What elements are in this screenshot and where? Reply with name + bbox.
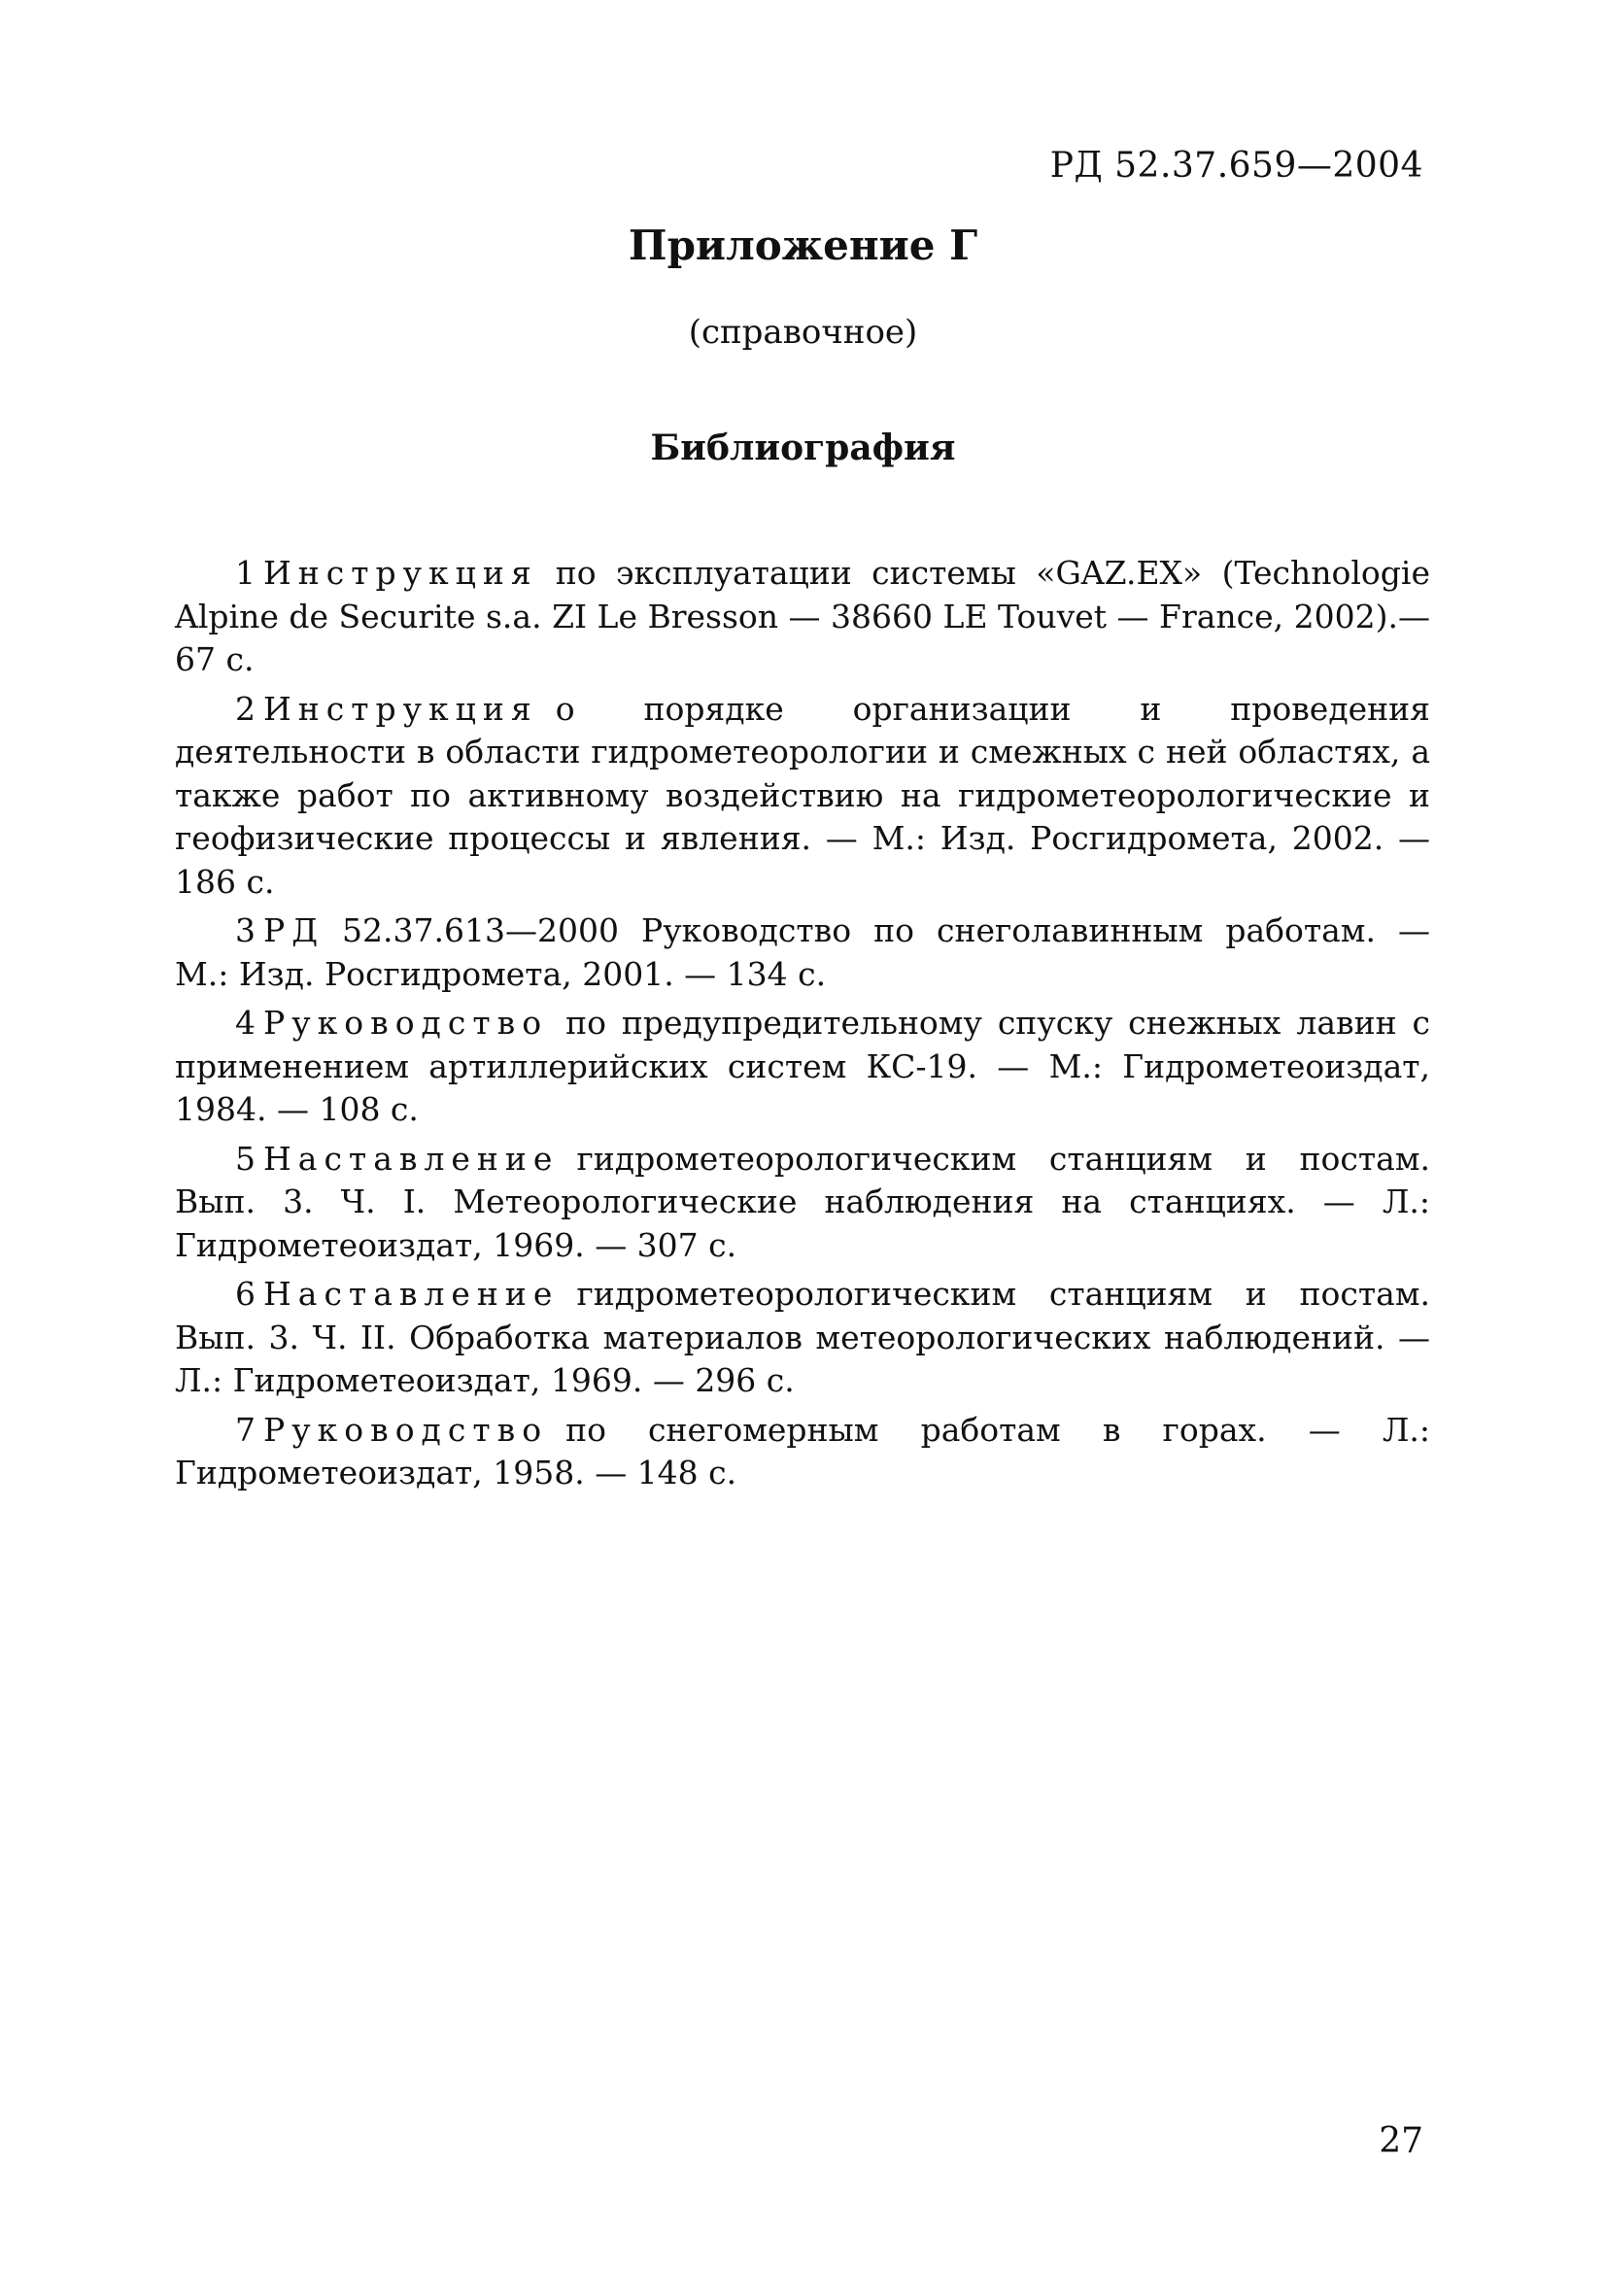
entry-text: по эксплуатации системы «GAZ.EX» (Technologie Alpine de Securite s.a. ZI Le Bresson — 38660 LE Touvet — France, 2002).— 67 с.	[175, 554, 1430, 678]
bibliography-heading: Библиография	[650, 428, 956, 468]
entry-lead-word: Руководство	[263, 1410, 549, 1449]
entry-text: гидрометеорологическим станциям и постам. Вып. 3. Ч. II. Обработка материалов метеорологических наблюдений. — Л.: Гидрометеоиздат, 1969. — 296 с.	[175, 1275, 1430, 1399]
page-number: 27	[1379, 2121, 1423, 2161]
appendix-note: (справочное)	[688, 313, 918, 352]
bibliography-entry	[175, 1273, 1430, 1403]
entry-number: 3	[235, 911, 256, 949]
entry-lead-word: Руководство	[263, 1004, 549, 1042]
document-code: РД 52.37.659—2004	[1049, 146, 1423, 186]
entry-text: по снегомерным работам в горах. — Л.: Гидрометеоиздат, 1958. — 148 с.	[175, 1410, 1430, 1491]
entry-lead-word: Инструкция	[263, 689, 538, 728]
entry-lead-word: РД	[263, 911, 325, 949]
appendix-title: Приложение Г	[628, 222, 978, 269]
entry-lead-word: Наставление	[263, 1275, 560, 1313]
entry-number: 1	[235, 554, 256, 592]
entry-text: 52.37.613—2000 Руководство по снеголавинным работам. — М.: Изд. Росгидромета, 2001. — 134 с.	[175, 911, 1430, 993]
bibliography-entry	[175, 1409, 1430, 1495]
entry-text: гидрометеорологическим станциям и постам. Вып. 3. Ч. I. Метеорологические наблюдения на станциях. — Л.: Гидрометеоиздат, 1969. — 307 с.	[175, 1139, 1430, 1264]
entry-number: 2	[235, 689, 256, 728]
entry-text: о порядке организации и проведения деятельности в области гидрометеорологии и смежных с ней областях, а также работ по активному воздействию на гидрометеорологические и геофизические процессы и явления. — М.: Изд. Росгидромета, 2002. — 186 с.	[175, 689, 1430, 901]
entry-number: 4	[235, 1004, 256, 1042]
entry-number: 5	[235, 1139, 256, 1178]
bibliography-entry	[175, 688, 1430, 905]
bibliography-entry	[175, 1002, 1430, 1132]
bibliography-list	[175, 552, 1430, 1501]
entry-number: 7	[235, 1410, 256, 1449]
entry-number: 6	[235, 1275, 256, 1313]
entry-text: по предупредительному спуску снежных лавин с применением артиллерийских систем КС-19. — М.: Гидрометеоиздат, 1984. — 108 с.	[175, 1004, 1430, 1128]
bibliography-entry	[175, 552, 1430, 682]
bibliography-entry	[175, 909, 1430, 996]
entry-lead-word: Инструкция	[263, 554, 538, 592]
entry-lead-word: Наставление	[263, 1139, 560, 1178]
bibliography-entry	[175, 1138, 1430, 1268]
